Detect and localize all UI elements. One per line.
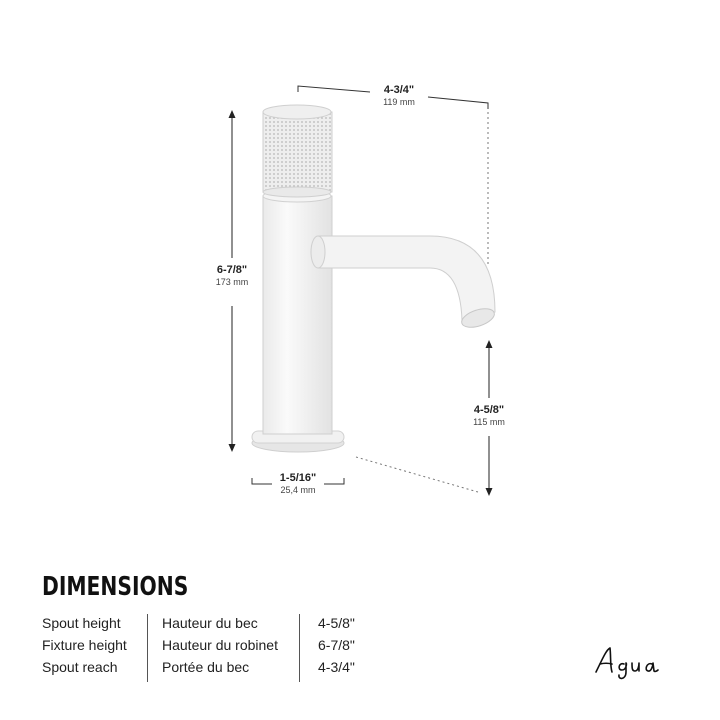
row-value: 4-5/8" (318, 615, 355, 631)
height-label: 6-7/8" 173 mm (215, 264, 249, 287)
brand-logo (592, 642, 682, 682)
row-label-french: Portée du bec (162, 659, 250, 675)
column-divider (147, 614, 148, 682)
faucet-body (263, 190, 332, 434)
row-label-english: Spout reach (42, 659, 118, 675)
spout-height-label: 4-5/8" 115 mm (473, 404, 505, 427)
row-value: 6-7/8" (318, 637, 355, 653)
row-label-french: Hauteur du robinet (162, 637, 278, 653)
row-value: 4-3/4" (318, 659, 355, 675)
row-label-english: Spout height (42, 615, 121, 631)
width-label: 4-3/4" 119 mm (383, 84, 415, 107)
section-heading: DIMENSIONS (42, 572, 189, 602)
floor-guide-dotted (356, 457, 478, 492)
row-label-french: Hauteur du bec (162, 615, 258, 631)
faucet-spout (311, 236, 497, 331)
faucet-handle (263, 105, 332, 197)
column-divider (299, 614, 300, 682)
base-label: 1-5/16" 25,4 mm (279, 472, 317, 495)
table-row (0, 615, 720, 635)
row-label-english: Fixture height (42, 637, 127, 653)
